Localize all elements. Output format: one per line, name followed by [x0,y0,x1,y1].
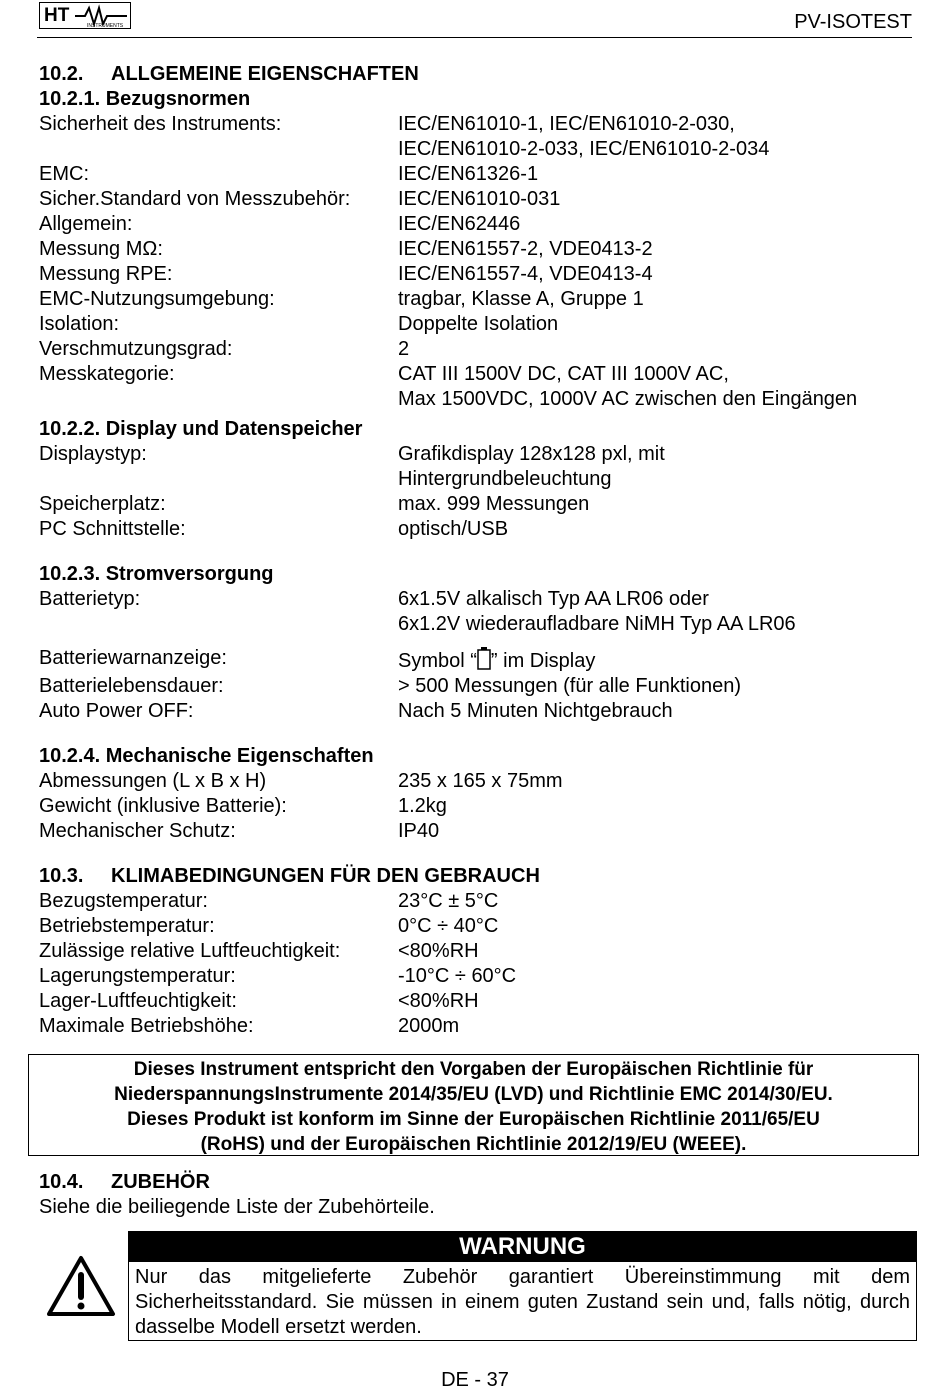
spec-row [39,137,919,162]
spec-key [39,137,398,162]
spec-value: Symbol “ ” im Display [398,646,919,674]
spec-row [39,287,919,312]
spec-value: 6x1.2V wiederaufladbare NiMH Typ AA LR06 [398,613,796,635]
warning-title: WARNUNG [129,1232,916,1262]
spec-row [39,337,919,362]
spec-value: IEC/EN61557-4, VDE0413-4 [398,263,653,285]
spec-key: Batterietyp: [39,588,141,610]
spec-value: CAT III 1500V DC, CAT III 1000V AC, [398,363,729,385]
spec-value: 0°C ÷ 40°C [398,915,499,937]
spec-value: 2 [398,338,410,360]
spec-row [39,914,919,939]
spec-row [39,492,919,517]
spec-key: Betriebstemperatur: [39,915,215,937]
accessories-text: Siehe die beiliegende Liste der Zubehörteile. [39,1196,435,1218]
spec-value: IEC/EN61010-1, IEC/EN61010-2-030, [398,113,735,135]
notice-line: Dieses Produkt ist konform im Sinne der Europäischen Richtlinie 2011/65/EU [127,1109,820,1130]
spec-key: Messung RPE: [39,263,173,285]
spec-key: Sicher.Standard von Messzubehör: [39,188,351,210]
spec-key: Gewicht (inklusive Batterie): [39,795,287,817]
warning-triangle-icon [46,1255,116,1317]
ht-logo [39,2,131,29]
spec-row [39,674,919,699]
spec-row [39,587,919,612]
climate-list [39,889,919,1039]
spec-value: 23°C ± 5°C [398,890,499,912]
spec-value: > 500 Messungen (für alle Funktionen) [398,675,741,697]
accessories-section [39,1170,435,1220]
spec-value: IP40 [398,820,440,842]
spec-row [39,112,919,137]
spec-row [39,699,919,724]
spec-row [39,467,919,492]
spec-key: Displaystyp: [39,443,147,465]
spec-value: IEC/EN61010-2-033, IEC/EN61010-2-034 [398,138,770,160]
spec-key: Bezugstemperatur: [39,890,208,912]
spec-key: Sicherheit des Instruments: [39,113,282,135]
spec-row [39,312,919,337]
spec-key: Speicherplatz: [39,493,166,515]
spec-value: <80%RH [398,990,479,1012]
spec-value: -10°C ÷ 60°C [398,965,517,987]
spec-value: optisch/USB [398,518,509,540]
spec-row [39,1014,919,1039]
spec-value: Doppelte Isolation [398,313,559,335]
spec-key: Abmessungen (L x B x H) [39,770,267,792]
spec-row [39,387,919,412]
spec-key: EMC-Nutzungsumgebung: [39,288,275,310]
spec-value: 2000m [398,1015,460,1037]
spec-key: Isolation: [39,313,120,335]
spec-key: Verschmutzungsgrad: [39,338,233,360]
spec-key: Mechanischer Schutz: [39,820,236,842]
spec-key: Lager-Luftfeuchtigkeit: [39,990,237,1012]
spec-key: Allgemein: [39,213,133,235]
spec-value: IEC/EN61557-2, VDE0413-2 [398,238,653,260]
page-number: DE - 37 [441,1369,509,1391]
spec-row [39,362,919,387]
spec-row [39,939,919,964]
spec-value: IEC/EN62446 [398,213,521,235]
spec-key: EMC: [39,163,89,185]
section-title: ZUBEHÖR [111,1171,210,1193]
section-heading [39,62,919,87]
spec-value: IEC/EN61326-1 [398,163,539,185]
display-list [39,442,919,542]
notice-line: (RoHS) und der Europäischen Richtlinie 2012/19/EU (WEEE). [200,1134,747,1155]
power2-list [39,674,919,724]
spec-value: Max 1500VDC, 1000V AC zwischen den Eingängen [398,388,858,410]
spec-key: Messkategorie: [39,363,175,385]
warning-text: Nur das mitgelieferte Zubehör garantiert Übereinstimmung mit dem Sicherheitsstandard. Sie müssen in einem guten Zustand sein und, falls nötig, durch dasselbe Modell ersetzt werden. [135,1266,910,1338]
spec-key: Messung MΩ: [39,238,163,260]
mech-list [39,769,919,844]
battery-icon [477,646,491,670]
spec-key: PC Schnittstelle: [39,518,186,540]
spec-row [39,794,919,819]
svg-text:INSTRUMENTS: INSTRUMENTS [87,23,124,29]
spec-key: Auto Power OFF: [39,700,194,722]
spec-row [39,212,919,237]
page-header [37,0,912,38]
spec-row [39,964,919,989]
spec-value: Grafikdisplay 128x128 pxl, mit [398,443,665,465]
spec-key: Maximale Betriebshöhe: [39,1015,254,1037]
spec-key [39,467,398,492]
spec-row [39,187,919,212]
spec-value: Nach 5 Minuten Nichtgebrauch [398,700,673,722]
spec-row [39,262,919,287]
spec-value: IEC/EN61010-031 [398,188,561,210]
spec-row [39,612,919,637]
subsection-heading: 10.2.2. Display und Datenspeicher [39,418,363,440]
spec-value: tragbar, Klasse A, Gruppe 1 [398,288,644,310]
spec-row [39,646,919,674]
svg-text:HT: HT [44,5,70,26]
section-heading [39,1170,435,1195]
power-list [39,587,919,637]
spec-key: Batterielebensdauer: [39,675,224,697]
spec-key: Batteriewarnanzeige: [39,647,227,669]
spec-row [39,769,919,794]
norms-list [39,112,919,412]
section-number: 10.2. [39,63,84,85]
spec-value: 6x1.5V alkalisch Typ AA LR06 oder [398,588,709,610]
spec-row [39,517,919,542]
section-number: 10.4. [39,1171,84,1193]
spec-value: 235 x 165 x 75mm [398,770,563,792]
spec-key: Lagerungstemperatur: [39,965,236,987]
product-name: PV-ISOTEST [794,11,912,33]
spec-key [39,612,398,637]
section-title: ALLGEMEINE EIGENSCHAFTEN [111,63,419,85]
spec-row [39,442,919,467]
spec-value: Hintergrundbeleuchtung [398,468,612,490]
conformity-notice [28,1054,919,1156]
notice-line: Dieses Instrument entspricht den Vorgaben der Europäischen Richtlinie für [133,1059,814,1080]
spec-row [39,989,919,1014]
spec-row [39,237,919,262]
subsection-heading: 10.2.4. Mechanische Eigenschaften [39,745,374,767]
spec-value: max. 999 Messungen [398,493,590,515]
section-title: KLIMABEDINGUNGEN FÜR DEN GEBRAUCH [111,865,540,887]
spec-value: 1.2kg [398,795,447,817]
spec-row [39,162,919,187]
spec-key [39,387,398,412]
spec-content [39,62,919,1039]
spec-key: Zulässige relative Luftfeuchtigkeit: [39,940,341,962]
spec-value: <80%RH [398,940,479,962]
section-number: 10.3. [39,865,84,887]
notice-line: NiederspannungsInstrumente 2014/35/EU (LVD) und Richtlinie EMC 2014/30/EU. [114,1084,833,1105]
subsection-heading: 10.2.3. Stromversorgung [39,563,274,585]
subsection-heading: 10.2.1. Bezugsnormen [39,88,251,110]
spec-row [39,819,919,844]
section-heading [39,864,919,889]
spec-row [39,889,919,914]
warning-box [128,1231,917,1341]
